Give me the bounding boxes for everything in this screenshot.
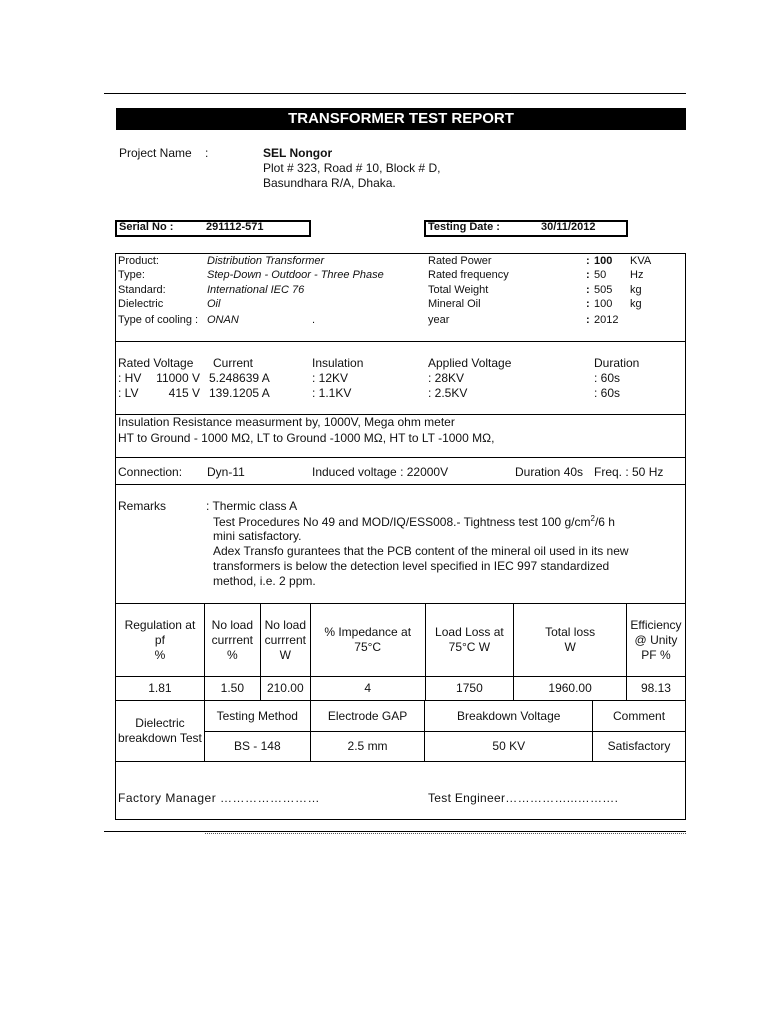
connection-value: Dyn-11	[207, 465, 245, 479]
header-impedance-l1: % Impedance at	[324, 625, 412, 639]
hv-duration: : 60s	[594, 371, 621, 385]
remarks-line2	[213, 514, 615, 529]
value-impedance: 4	[310, 677, 425, 701]
remarks-line3: mini satisfactory.	[213, 529, 302, 543]
serial-label: Serial No :	[119, 221, 174, 233]
spec-rated-frequency-value: 50	[594, 269, 607, 281]
results-value-row	[116, 677, 686, 701]
dielectric-label-l1: Dielectric	[135, 716, 185, 730]
spec-total-weight-label: Total Weight	[428, 284, 489, 296]
dielectric-label	[116, 701, 205, 762]
spec-total-weight-value: 505	[594, 284, 613, 296]
spec-mineral-oil-label: Mineral Oil	[428, 298, 481, 310]
rated-voltage-header: Rated Voltage	[118, 356, 194, 370]
spec-rated-frequency-label: Rated frequency	[428, 269, 509, 281]
header-testing-method: Testing Method	[204, 701, 310, 732]
header-total-loss-l1: Total loss	[545, 625, 596, 639]
induced-voltage: Induced voltage : 22000V	[312, 465, 449, 479]
header-no-load-current-w	[260, 604, 310, 677]
header-total-loss-l2: W	[564, 640, 576, 654]
lv-applied: : 2.5KV	[428, 386, 468, 400]
value-breakdown-voltage: 50 KV	[425, 732, 593, 762]
header-regulation-l1: Regulation at pf	[124, 617, 196, 647]
spec-type-value: Step-Down - Outdoor - Three Phase	[207, 269, 384, 281]
value-no-load-current-pct: 1.50	[204, 677, 260, 701]
remarks-line2-text: Test Procedures No 49 and MOD/IQ/ESS008.- Tightness test 100 g/cm	[213, 515, 591, 529]
connection-duration: Duration 40s	[515, 465, 584, 479]
serial-value: 291112-571	[206, 221, 264, 233]
header-nlc-w-l1: No load	[264, 617, 306, 632]
results-header-row	[116, 604, 686, 677]
header-nlc-w-l2: currrent	[264, 632, 306, 647]
spec-mineral-oil-colon: :	[586, 298, 590, 310]
divider-connection	[115, 484, 686, 485]
spec-cooling-extra: .	[312, 314, 316, 326]
spec-type-label: Type:	[118, 269, 145, 281]
project-colon: :	[205, 146, 209, 160]
dielectric-label-l2: breakdown Test	[118, 731, 202, 745]
lv-voltage: 415 V	[168, 386, 200, 400]
header-regulation	[116, 604, 205, 677]
hv-voltage: 11000 V	[156, 371, 200, 385]
bottom-dotted-rule	[205, 833, 686, 834]
spec-dielectric-value: Oil	[207, 298, 221, 310]
header-electrode-gap: Electrode GAP	[310, 701, 425, 732]
header-nlc-pct-l3: %	[227, 647, 238, 662]
spec-cooling-label: Type of cooling :	[118, 314, 199, 326]
hv-applied: : 28KV	[428, 371, 465, 385]
bottom-rule	[104, 831, 686, 832]
header-regulation-l2: %	[154, 647, 166, 662]
testing-date-value: 30/11/2012	[541, 221, 596, 233]
lv-duration: : 60s	[594, 386, 621, 400]
remarks-line6: method, i.e. 2 ppm.	[213, 574, 316, 588]
dielectric-header-row	[116, 701, 686, 732]
header-impedance	[310, 604, 425, 677]
header-no-load-current-pct	[204, 604, 260, 677]
spec-year-value: 2012	[594, 314, 619, 326]
header-breakdown-voltage: Breakdown Voltage	[425, 701, 593, 732]
remarks-line2-tail: /6 h	[594, 515, 615, 529]
lv-side: : LV	[118, 386, 139, 400]
value-load-loss: 1750	[425, 677, 514, 701]
spec-rated-power-value: 100	[594, 255, 613, 267]
factory-manager-signature: Factory Manager ……………………	[118, 791, 321, 805]
project-address-line1: Plot # 323, Road # 10, Block # D,	[263, 161, 441, 175]
value-regulation: 1.81	[116, 677, 205, 701]
results-table	[115, 603, 686, 701]
spec-total-weight-colon: :	[586, 284, 590, 296]
value-electrode-gap: 2.5 mm	[310, 732, 425, 762]
hv-side: : HV	[118, 371, 142, 385]
spec-product-label: Product:	[118, 255, 159, 267]
header-efficiency	[626, 604, 685, 677]
header-load-loss-l2: 75°C W	[448, 640, 491, 654]
header-impedance-l2: 75°C	[354, 640, 382, 654]
spec-year-label: year	[428, 314, 450, 326]
dielectric-table	[115, 700, 686, 762]
header-nlc-w-l3: W	[279, 647, 291, 662]
spec-rated-frequency-unit: Hz	[630, 269, 644, 281]
value-no-load-current-w: 210.00	[260, 677, 310, 701]
lv-insulation: : 1.1KV	[312, 386, 352, 400]
duration-header: Duration	[594, 356, 640, 370]
spec-standard-value: International IEC 76	[207, 284, 305, 296]
spec-year-colon: :	[586, 314, 590, 326]
project-address-line2: Basundhara R/A, Dhaka.	[263, 176, 396, 190]
testing-date-label: Testing Date :	[428, 221, 500, 233]
spec-product-value: Distribution Transformer	[207, 255, 325, 267]
connection-frequency: Freq. : 50 Hz	[594, 465, 664, 479]
test-engineer-signature: Test Engineer……………...……….	[428, 791, 619, 805]
remarks-label: Remarks	[118, 499, 167, 513]
insulation-resistance-line2: HT to Ground - 1000 MΩ, LT to Ground -1000 MΩ, HT to LT -1000 MΩ,	[118, 431, 495, 445]
project-label: Project Name	[119, 146, 192, 160]
spec-rated-power-unit: KVA	[630, 255, 652, 267]
header-nlc-pct-l1: No load	[211, 617, 254, 632]
spec-mineral-oil-unit: kg	[630, 298, 642, 310]
hv-current: 5.248639 A	[209, 371, 270, 385]
spec-standard-label: Standard:	[118, 284, 166, 296]
report-title: TRANSFORMER TEST REPORT	[116, 108, 686, 130]
divider-specs	[115, 341, 686, 342]
header-total-loss	[514, 604, 627, 677]
spec-rated-power-colon: :	[586, 255, 590, 267]
spec-mineral-oil-value: 100	[594, 298, 613, 310]
header-efficiency-l2: @ Unity	[634, 632, 678, 647]
divider-insulation	[115, 457, 686, 458]
applied-voltage-header: Applied Voltage	[428, 356, 512, 370]
spec-rated-frequency-colon: :	[586, 269, 590, 281]
spec-dielectric-label: Dielectric	[118, 298, 164, 310]
header-comment: Comment	[593, 701, 686, 732]
project-name: SEL Nongor	[263, 146, 333, 160]
spec-total-weight-unit: kg	[630, 284, 642, 296]
connection-label: Connection:	[118, 465, 183, 479]
value-testing-method: BS - 148	[204, 732, 310, 762]
value-comment: Satisfactory	[593, 732, 686, 762]
value-total-loss: 1960.00	[514, 677, 627, 701]
hv-insulation: : 12KV	[312, 371, 349, 385]
value-efficiency: 98.13	[626, 677, 685, 701]
header-load-loss-l1: Load Loss at	[435, 625, 504, 639]
spec-rated-power-label: Rated Power	[428, 255, 492, 267]
remarks-line4: Adex Transfo gurantees that the PCB content of the mineral oil used in its new	[213, 544, 629, 558]
header-efficiency-l1: Efficiency	[630, 617, 682, 632]
header-efficiency-l3: PF %	[641, 647, 671, 662]
header-load-loss	[425, 604, 514, 677]
insulation-header: Insulation	[312, 356, 364, 370]
top-rule	[104, 93, 686, 94]
insulation-resistance-line1: Insulation Resistance measurment by, 1000V, Mega ohm meter	[118, 415, 455, 429]
current-header: Current	[213, 356, 254, 370]
remarks-line5: transformers is below the detection level specified in IEC 997 standardized	[213, 559, 610, 573]
remarks-line2-superscript: 2	[590, 514, 595, 523]
header-nlc-pct-l2: currrent	[211, 632, 254, 647]
spec-cooling-value: ONAN	[207, 314, 239, 326]
lv-current: 139.1205 A	[209, 386, 270, 400]
remarks-line1: : Thermic class A	[206, 499, 298, 513]
